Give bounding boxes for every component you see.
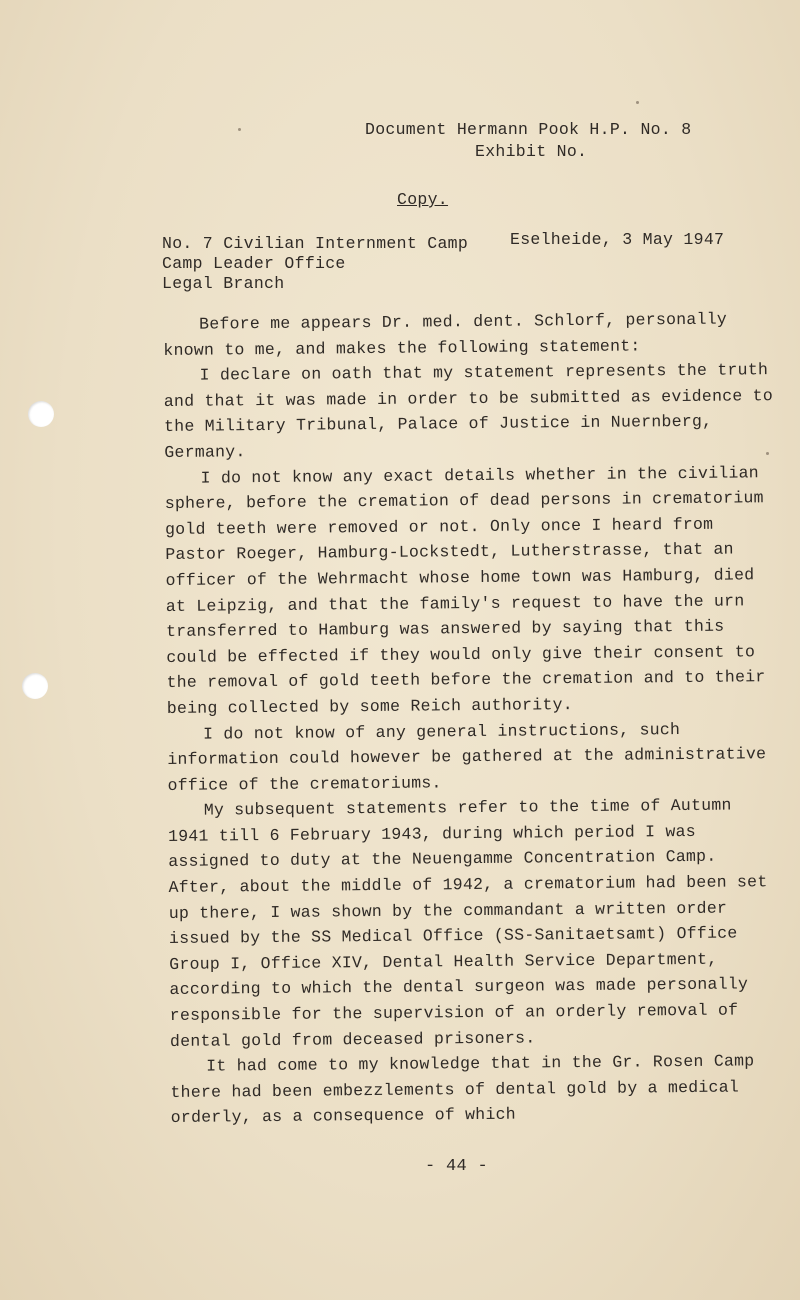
paper-speck [238,128,241,131]
address-line-2: Camp Leader Office [162,254,346,273]
address-line-3: Legal Branch [162,274,285,293]
paragraph-neuengamme: My subsequent statements refer to the time of Autumn 1941 till 6 February 1943, during which period I was assigned to duty at the Neuengamme Concentration Camp. After, about the middle of 1942, a crematorium had been set up there, I was shown by the commandant a written order issued by the SS Medical Office (SS-Sanitaetsamt) Office Group I, Office XIV, Dental Health Service Department, according to which the dental surgeon was made personally responsible for the supervision of an orderly removal of dental gold from deceased prisoners. [167,795,768,1051]
paragraph-civilian-sphere: I do not know any exact details whether in the civilian sphere, before the cremation of dead persons in crematorium gold teeth were removed or not. Only once I heard from Pastor Roeger, Hamburg-Lockstedt, Lutherstrasse, that an officer of the Wehrmacht whose home town was Hamburg, died at Leipzig, and that the family's request to have the urn transferred to Hamburg was answered by saying that this could be effected if they would only give their consent to the removal of gold teeth before the cremation and to their being collected by some Reich authority. [164,462,766,718]
paragraph-oath: I declare on oath that my statement represents the truth and that it was made in order to be submitted as evidence to the Military Tribunal, Palace of Justice in Nuernberg, Germany. [163,360,774,462]
paragraph-intro: Before me appears Dr. med. dent. Schlorf, personally known to me, and makes the following statement: [163,309,728,360]
copy-label: Copy. [397,190,449,209]
exhibit-label: Exhibit No. [475,142,588,161]
paragraph-instructions: I do not know of any general instructions, such information could however be gathered at the administrative office of the crematoriums. [167,719,767,795]
punch-hole-bottom [22,673,48,699]
address-block [162,234,468,294]
document-reference: Document Hermann Pook H.P. No. 8 [365,120,692,139]
punch-hole-top [28,401,54,427]
address-line-1: No. 7 Civilian Internment Camp [162,234,469,253]
paper-speck [636,101,639,104]
page-number: - 44 - [425,1157,489,1176]
statement-body [163,306,781,1131]
paragraph-gr-rosen: It had come to my knowledge that in the Gr. Rosen Camp there had been embezzlements of dental gold by a medical orderly, as a consequence of which [170,1051,755,1128]
place-date: Eselheide, 3 May 1947 [510,230,725,249]
